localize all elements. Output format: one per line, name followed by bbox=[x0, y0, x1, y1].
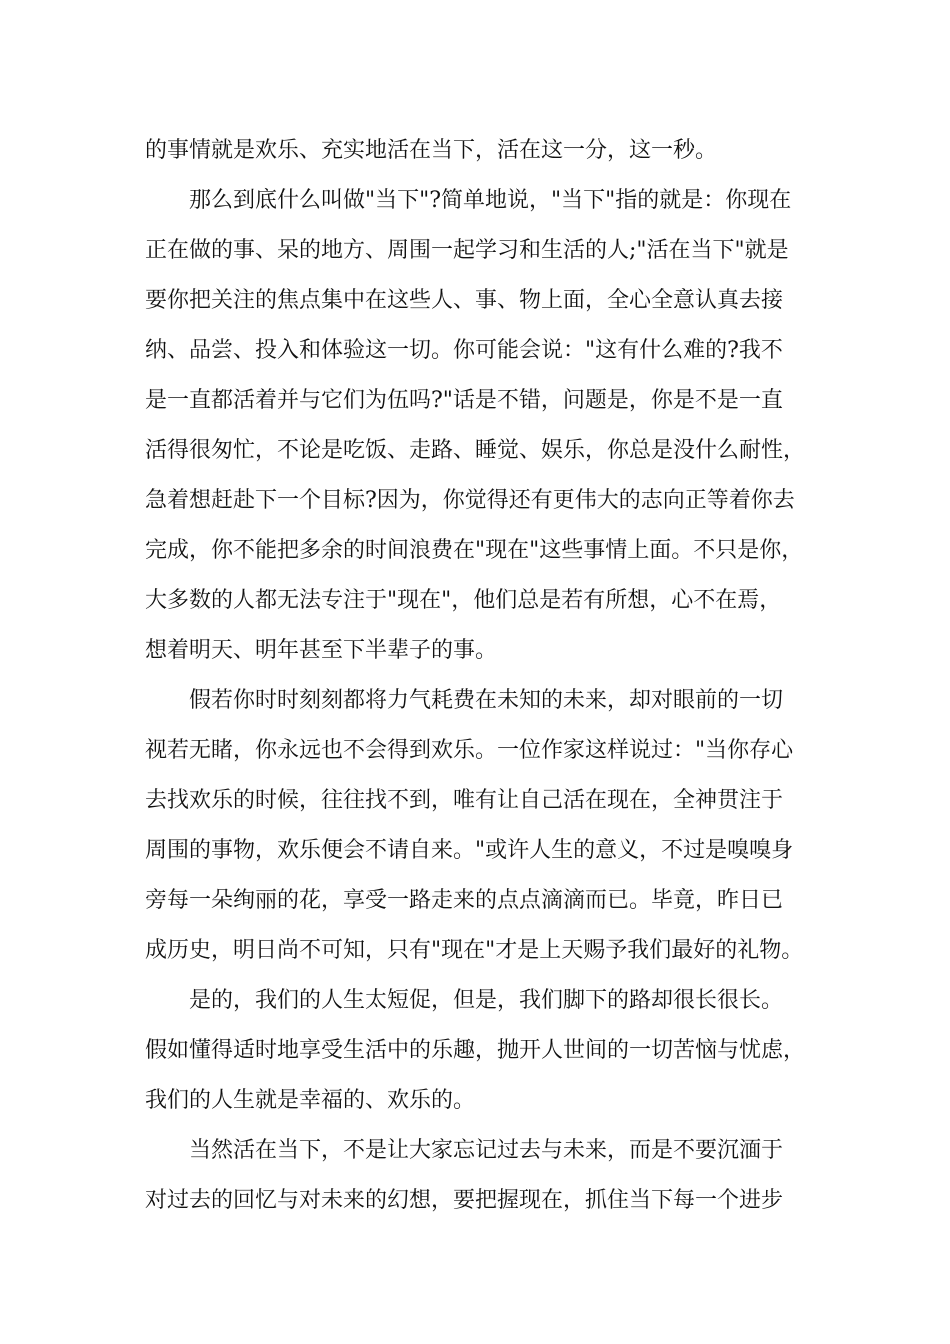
text-line: 正在做的事、呆的地方、周围一起学习和生活的人;"活在当下"就是 bbox=[145, 238, 789, 263]
text-line: 活得很匆忙，不论是吃饭、走路、睡觉、娱乐，你总是没什么耐性， bbox=[145, 438, 806, 463]
text-line: 大多数的人都无法专注于"现在"，他们总是若有所想，心不在焉， bbox=[145, 588, 782, 613]
text-line: 急着想赶赴下一个目标?因为，你觉得还有更伟大的志向正等着你去 bbox=[145, 488, 795, 513]
document-body bbox=[145, 126, 825, 1226]
text-line: 周围的事物，欢乐便会不请自来。"或许人生的意义，不过是嗅嗅身 bbox=[145, 838, 794, 863]
text-line: 完成，你不能把多余的时间浪费在"现在"这些事情上面。不只是你， bbox=[145, 538, 804, 563]
text-line: 假如懂得适时地享受生活中的乐趣，抛开人世间的一切苦恼与忧虑， bbox=[145, 1038, 806, 1063]
paragraph-first-line: 是的，我们的人生太短促，但是，我们脚下的路却很长很长。 bbox=[189, 988, 784, 1013]
text-line: 旁每一朵绚丽的花，享受一路走来的点点滴滴而已。毕竟，昨日已 bbox=[145, 888, 784, 913]
text-line: 的事情就是欢乐、充实地活在当下，活在这一分，这一秒。 bbox=[145, 138, 718, 163]
text-line: 是一直都活着并与它们为伍吗?"话是不错，问题是，你是不是一直 bbox=[145, 388, 783, 413]
text-line: 视若无睹，你永远也不会得到欢乐。一位作家这样说过："当你存心 bbox=[145, 738, 794, 763]
text-line: 要你把关注的焦点集中在这些人、事、物上面，全心全意认真去接 bbox=[145, 288, 784, 313]
paragraph-first-line: 假若你时时刻刻都将力气耗费在未知的未来，却对眼前的一切 bbox=[189, 688, 784, 713]
text-line: 对过去的回忆与对未来的幻想，要把握现在，抓住当下每一个进步 bbox=[145, 1188, 784, 1213]
text-line: 成历史，明日尚不可知，只有"现在"才是上天赐予我们最好的礼物。 bbox=[145, 938, 804, 963]
text-line: 去找欢乐的时候，往往找不到，唯有让自己活在现在，全神贯注于 bbox=[145, 788, 784, 813]
text-line: 纳、品尝、投入和体验这一切。你可能会说："这有什么难的?我不 bbox=[145, 338, 783, 363]
text-line: 想着明天、明年甚至下半辈子的事。 bbox=[145, 638, 498, 663]
text-line: 我们的人生就是幸福的、欢乐的。 bbox=[145, 1088, 476, 1113]
paragraph-first-line: 那么到底什么叫做"当下"?简单地说，"当下"指的就是：你现在 bbox=[189, 188, 792, 213]
paragraph-first-line: 当然活在当下，不是让大家忘记过去与未来，而是不要沉湎于 bbox=[189, 1138, 784, 1163]
